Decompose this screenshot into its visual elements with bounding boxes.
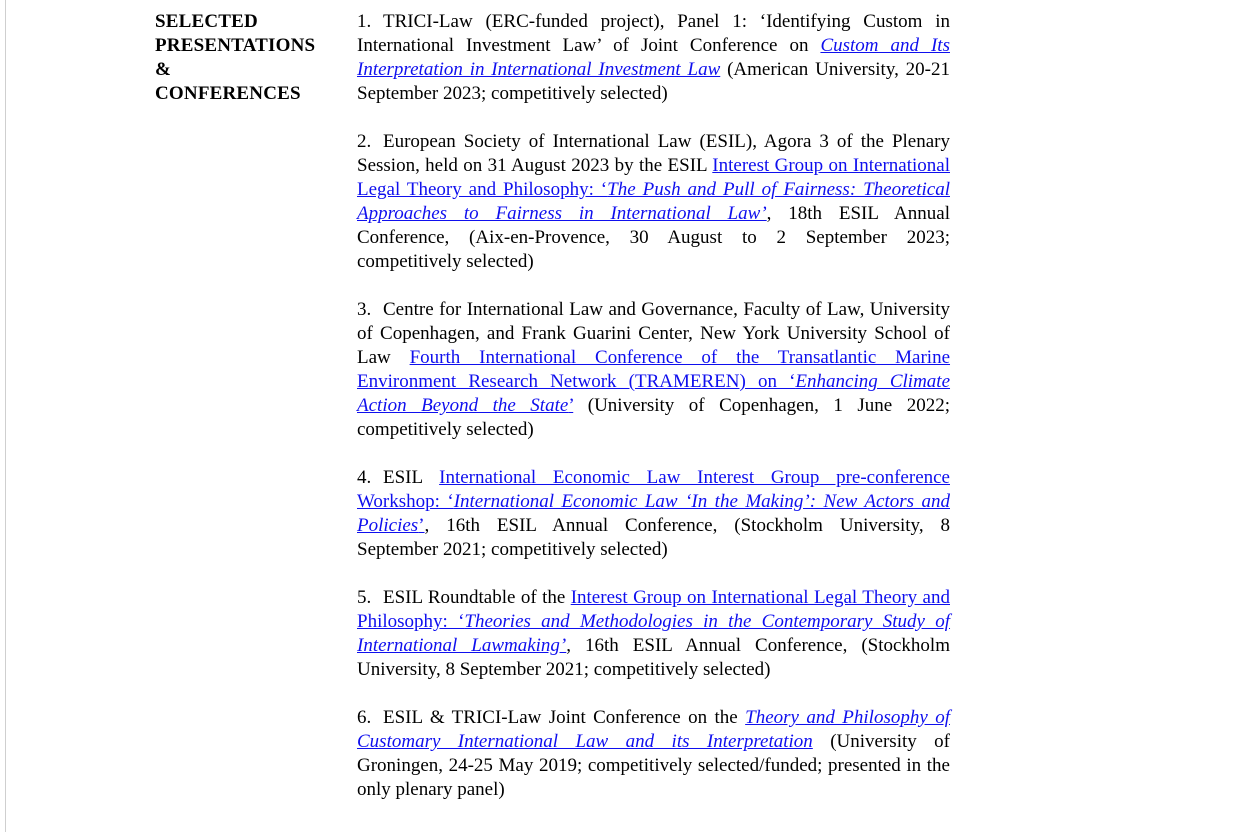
item-number: 4. — [357, 467, 372, 488]
text-run: , 18th ESIL Annual Conference, (Aix-en-Provence, 30 August to 2 September 2023; competitively selected) — [357, 203, 950, 272]
text-run: (University of Copenhagen, 1 June 2022; competitively selected) — [357, 395, 950, 440]
document-body — [155, 10, 950, 802]
document-link[interactable]: Enhancing Climate Action Beyond the State — [357, 371, 951, 416]
text-run: Centre for International Law and Governance, Faculty of Law, University of Copenhagen, and Frank Guarini Center, New York University School of Law — [357, 299, 950, 368]
page-edge-line — [5, 0, 6, 832]
item-number: 5. — [357, 587, 372, 608]
text-run: , 16th ESIL Annual Conference, (Stockholm University, 8 September 2021; competitively selected) — [357, 635, 950, 680]
document-link[interactable]: Fourth International Conference of the Transatlantic Marine Environment Research Network (TRAMEREN) on ‘ — [357, 347, 951, 392]
item-number: 2. — [357, 131, 372, 152]
heading-line: & — [155, 59, 172, 80]
document-link[interactable]: Interest Group on International Legal Theory and Philosophy: ‘ — [357, 587, 950, 632]
text-run: (University of Groningen, 24-25 May 2019; competitively selected/funded; presented in the only plenary panel) — [357, 731, 951, 800]
document-link[interactable]: Custom and Its Interpretation in International Investment Law — [357, 35, 950, 80]
document-link[interactable]: The Push and Pull of Fairness: Theoretical Approaches to Fairness in International Law’ — [357, 179, 950, 224]
text-run: ESIL — [383, 467, 440, 488]
document-link[interactable]: ’ — [418, 515, 425, 536]
presentation-item — [357, 586, 950, 682]
items-list — [357, 10, 950, 802]
heading-line: PRESENTATIONS — [155, 35, 316, 56]
document-link[interactable]: ’ — [568, 395, 574, 416]
presentation-item — [357, 466, 950, 562]
text-run: , 16th ESIL Annual Conference, (Stockholm University, 8 September 2021; competitively selected) — [357, 515, 950, 560]
heading-line: SELECTED — [155, 11, 258, 32]
item-number: 1. — [357, 11, 372, 32]
document-link[interactable]: Theory and Philosophy of Customary International Law and its Interpretation — [357, 707, 950, 752]
text-run: ESIL Roundtable of the — [383, 587, 571, 608]
text-run: ESIL & TRICI-Law Joint Conference on the — [383, 707, 746, 728]
item-number: 3. — [357, 299, 372, 320]
text-run: TRICI-Law (ERC-funded project), Panel 1: ‘Identifying Custom in International Investment Law’ of Joint Conference on — [357, 11, 950, 56]
document-link[interactable]: International Economic Law Interest Group pre-conference Workshop: ‘ — [357, 467, 950, 512]
heading-line: CONFERENCES — [155, 83, 301, 104]
presentation-item — [357, 10, 950, 106]
item-number: 6. — [357, 707, 372, 728]
presentation-item — [357, 706, 950, 802]
presentation-item — [357, 298, 950, 442]
text-run: (American University, 20-21 September 2023; competitively selected) — [357, 59, 950, 104]
document-link[interactable]: Theories and Methodologies in the Contemporary Study of International Lawmaking’ — [357, 611, 951, 656]
document-link[interactable]: International Economic Law ‘In the Making’: New Actors and Policies — [357, 491, 950, 536]
text-run: European Society of International Law (ESIL), Agora 3 of the Plenary Session, held on 31 August 2023 by the ESIL — [357, 131, 950, 176]
section-heading — [155, 10, 357, 106]
presentation-item — [357, 130, 950, 274]
document-link[interactable]: Interest Group on International Legal Theory and Philosophy: ‘ — [357, 155, 950, 200]
